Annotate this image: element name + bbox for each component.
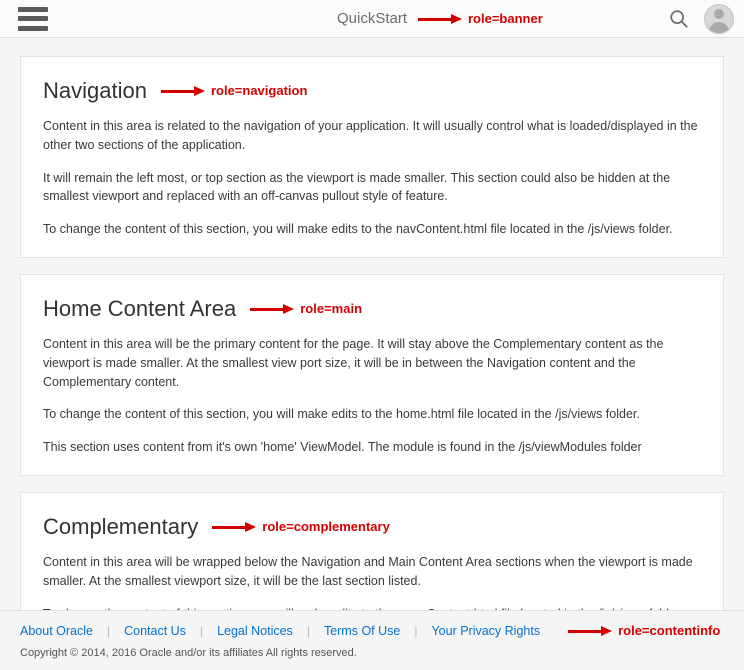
- header-actions: [668, 0, 734, 38]
- section-main-paragraph: This section uses content from it's own 'home' ViewModel. The module is found in the /js/viewModules folder: [43, 440, 642, 455]
- section-main-heading: [43, 297, 701, 321]
- annotation-contentinfo: [568, 623, 720, 638]
- section-navigation-heading: [43, 79, 701, 103]
- arrow-icon: [212, 522, 256, 532]
- section-navigation: [20, 56, 724, 258]
- app-header-banner: [0, 0, 744, 38]
- hamburger-menu-icon[interactable]: [18, 7, 48, 31]
- arrow-icon: [161, 86, 205, 96]
- section-navigation-paragraph: Content in this area is related to the navigation of your application. It will usually control what is loaded/displayed in the other two sections of the application.: [43, 119, 698, 152]
- annotation-contentinfo-label: role=contentinfo: [618, 623, 721, 638]
- annotation-banner: [418, 11, 543, 26]
- section-complementary-paragraph: Content in this area will be wrapped below the Navigation and Main Content Area sections when the viewport is made smaller. At the smallest viewport size, it will be the last section listed.: [43, 555, 693, 588]
- footer-link-about-oracle[interactable]: About Oracle: [20, 623, 93, 638]
- section-navigation-title: Navigation: [43, 78, 147, 103]
- annotation-main-label: role=main: [300, 300, 363, 316]
- footer-link-your-privacy-rights[interactable]: Your Privacy Rights: [431, 623, 541, 638]
- annotation-navigation: [161, 84, 307, 98]
- search-icon[interactable]: [668, 8, 690, 30]
- hamburger-bar: [18, 26, 48, 31]
- user-avatar-icon[interactable]: [704, 4, 734, 34]
- arrow-icon: [418, 14, 462, 24]
- section-navigation-paragraph: To change the content of this section, you will make edits to the navContent.html file located in the /js/views folder.: [43, 222, 673, 237]
- section-complementary-title: Complementary: [43, 513, 199, 539]
- hamburger-bar: [18, 16, 48, 21]
- section-main-paragraph: To change the content of this section, you will make edits to the home.html file located in the /js/views folder.: [43, 407, 640, 422]
- footer-link-contact-us[interactable]: Contact Us: [124, 623, 186, 638]
- footer-links: [20, 623, 724, 638]
- footer-divider: |: [414, 623, 418, 638]
- annotation-complementary: [212, 520, 390, 534]
- section-main-title: Home Content Area: [43, 295, 237, 321]
- annotation-complementary-label: role=complementary: [262, 518, 390, 534]
- arrow-icon: [568, 626, 612, 636]
- footer-divider: |: [306, 623, 310, 638]
- footer-divider: |: [199, 623, 204, 638]
- section-complementary-heading: [43, 515, 701, 539]
- copyright-text: Copyright © 2014, 2016 Oracle and/or its affiliates All rights reserved.: [20, 647, 357, 659]
- section-main: [20, 274, 724, 476]
- footer-link-legal-notices[interactable]: Legal Notices: [217, 623, 293, 638]
- footer-link-terms-of-use[interactable]: Terms Of Use: [323, 623, 401, 638]
- arrow-icon: [250, 304, 294, 314]
- main-content: [0, 38, 744, 642]
- section-main-paragraph: Content in this area will be the primary content for the page. It will stay above the Complementary content as the viewport is made smaller. At the smallest view port size, it will be in between the Navigation content and the Complementary content.: [43, 337, 664, 389]
- section-navigation-paragraph: It will remain the left most, or top section as the viewport is made smaller. This section could also be hidden at the smallest viewport and replaced with an off-canvas pullout style of feature.: [43, 170, 671, 204]
- annotation-banner-label: role=banner: [468, 11, 543, 26]
- annotation-navigation-label: role=navigation: [210, 82, 308, 98]
- annotation-main: [250, 302, 362, 316]
- footer-contentinfo: [0, 610, 744, 670]
- app-title: QuickStart: [336, 10, 408, 27]
- footer-divider: |: [106, 623, 111, 638]
- hamburger-bar: [18, 7, 48, 12]
